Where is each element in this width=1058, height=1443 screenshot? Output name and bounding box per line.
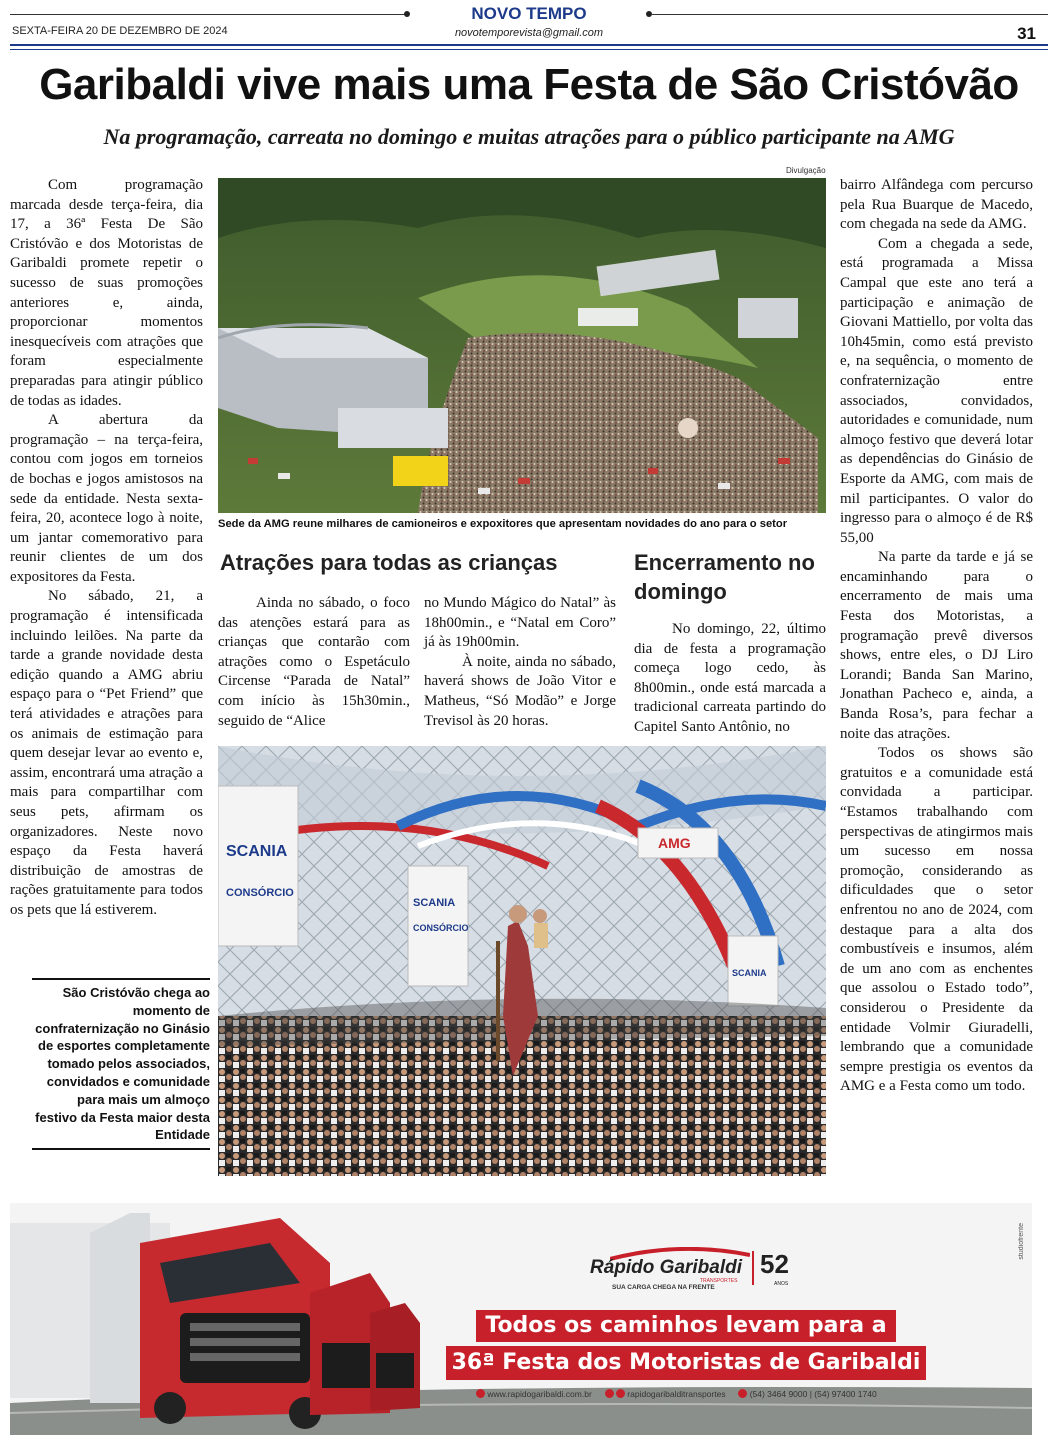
- ad-agency-credit: studiofrente: [1018, 1223, 1025, 1260]
- ad-social-handle[interactable]: rapidogaribalditransportes: [627, 1388, 726, 1399]
- web-icon: [476, 1389, 485, 1398]
- instagram-icon: [616, 1389, 625, 1398]
- ad-headline-1: Todos os caminhos levam para a: [485, 1313, 887, 1338]
- aerial-photo-illustration: [218, 178, 826, 513]
- whatsapp-icon: [738, 1389, 747, 1398]
- ad-phones[interactable]: (54) 3464 9000 | (54) 97400 1740: [749, 1388, 877, 1399]
- publication-email[interactable]: novotemporevista@gmail.com: [454, 27, 604, 39]
- page-number: 31: [1017, 24, 1036, 43]
- advertisement[interactable]: [10, 1203, 1032, 1435]
- ad-brand-name: Rápido Garibaldi: [590, 1257, 743, 1278]
- gymnasium-photo-illustration: [218, 746, 826, 1176]
- ad-anniversary-label: ANOS: [774, 1281, 789, 1287]
- facebook-icon: [605, 1389, 614, 1398]
- section-encerramento-column: [634, 620, 826, 738]
- scania-banner-right: SCANIA: [732, 968, 767, 978]
- paragraph: Ainda no sábado, o foco das atenções estará para as crianças que contarão com atrações como o Espetáculo Circense “Parada de Natal” com início às 15h30min., seguido de “Alice: [218, 595, 410, 729]
- paragraph: No domingo, 22, último dia de festa a programação começa logo cedo, às 8h00min., onde está marcada a tradicional carreata partindo do Capitel Santo Antônio, no: [634, 621, 826, 735]
- scania-banner-center: SCANIA: [413, 897, 456, 909]
- section-atracoes-column-1: [218, 594, 410, 731]
- section-title-encerramento: Encerramento no domingo: [634, 550, 815, 604]
- consorcio-banner-center: CONSÓRCIO: [413, 923, 469, 933]
- ad-contacts: [476, 1388, 936, 1402]
- paragraph: Todos os shows são gratuitos e a comunidade está convidada a participar. “Estamos trabalhando com perspectivas de atingirmos mais um sucesso em nossa promoção, considerando as dificuldades que o setor enfrentou no ano de 2024, com destaque para a alta dos combustíveis e insumos, além de um ano com as enchentes que assolou o Estado todo”, considerou o Presidente da entidade Volmir Giuradelli, lembrando que a comunidade sempre prestigia os eventos da AMG e a Festa como um todo.: [840, 745, 1033, 1095]
- ad-divider: [752, 1251, 754, 1285]
- paragraph: No sábado, 21, a programação é intensificada incluindo leilões. Na parte da tarde a grande novidade desta edição quando a AMG abriu espaço para o “Pet Friend” que terá atividades e atrações para os animais de estimação para quem desejar levar ao evento e, assim, encontrará uma atração a mais para compartilhar com seus pets, afirmam os organizadores. Neste novo espaço da Festa haverá distribuição de amostras de rações gratuitamente para todos os pets que lá estiverem.: [10, 588, 203, 918]
- paragraph: A abertura da programação – na terça-feira, contou com jogos em torneios de bochas e jogos amistosos na sede da entidade. Nesta sexta-feira, 20, acontece logo à noite, um jantar comemorativo para reunir clientes de um dos expositores da Festa.: [10, 412, 203, 585]
- ad-anniversary-number: 52: [760, 1249, 789, 1279]
- paragraph: Na parte da tarde e já se encaminhando para o encerramento de mais uma Festa dos Motoristas, a programação prevê diversos shows, entre eles, o DJ Liro Lorandi; Banda San Marino, Jonathan Pacheco e, ainda, a Banda Rosa’s, para fechar a noite das atrações.: [840, 549, 1033, 742]
- aerial-photo: [218, 178, 826, 513]
- article-subheadline: Na programação, carreata no domingo e muitas atrações para o público participante na AMG: [103, 124, 955, 149]
- consorcio-banner-left: CONSÓRCIO: [226, 887, 294, 899]
- publication-name: NOVO TEMPO: [471, 4, 587, 23]
- paragraph: no Mundo Mágico do Natal” às 18h00min., e “Natal em Coro” já às 19h00min.: [424, 595, 616, 651]
- ad-website[interactable]: www.rapidogaribaldi.com.br: [487, 1388, 592, 1399]
- article-headline: Garibaldi vive mais uma Festa de São Cristóvão: [39, 60, 1019, 109]
- photo-caption: Sede da AMG reune milhares de camioneiros e expoxitores que apresentam novidades do ano para o setor: [218, 518, 788, 530]
- paragraph: À noite, ainda no sábado, haverá shows de João Vitor e Matheus, “Só Modão” e Jorge Trevisol às 20 horas.: [424, 653, 616, 729]
- photo-side-caption: São Cristóvão chega ao momento de confraternização no Ginásio de esportes completamente tomado pelos associados, convidados e comunidade para mais um almoço festivo da Festa maior desta Entidade: [32, 978, 210, 1150]
- scania-banner-left: SCANIA: [226, 843, 288, 860]
- gymnasium-photo: [218, 746, 826, 1176]
- paragraph: bairro Alfândega com percurso pela Rua Buarque de Macedo, com chegada na sede da AMG.: [840, 177, 1033, 233]
- issue-date: SEXTA-FEIRA 20 DE DEZEMBRO DE 2024: [12, 25, 228, 37]
- amg-banner: AMG: [658, 835, 691, 851]
- header-rule-right: [652, 14, 1048, 15]
- ad-logo: [580, 1247, 780, 1297]
- article-column-1: [10, 176, 203, 921]
- ad-headline-2: 36ª Festa dos Motoristas de Garibaldi: [451, 1350, 921, 1375]
- section-atracoes-column-2: [424, 594, 616, 731]
- photo-credit: Divulgação: [786, 166, 826, 175]
- ad-tagline: SUA CARGA CHEGA NA FRENTE: [612, 1284, 715, 1291]
- paragraph: Com a chegada a sede, está programada a Missa Campal que este ano terá a participação e animação de Giovani Mattiello, por volta das 10h45min, como está previsto e, na sequência, o momento de confraternização entre associados, convidados, autoridades e comunidade, num almoço festivo que deverá lotar as dependências do Ginásio de Esporte da AMG, com mais de mil participantes. O valor do ingresso para o almoço é de R$ 55,00: [840, 235, 1033, 546]
- header-dot-left: [404, 11, 410, 17]
- article-column-4: [840, 176, 1033, 1097]
- header-rule-left: [10, 14, 406, 15]
- masthead: [0, 0, 1058, 50]
- section-title-atracoes: Atrações para todas as crianças: [220, 550, 558, 575]
- header-double-rule: [10, 44, 1048, 50]
- paragraph: Com programação marcada desde terça-feira, dia 17, a 36ª Festa De São Cristóvão e dos Motoristas de Garibaldi promete repetir o sucesso de suas promoções anteriores e, ainda, proporcionar momentos inesquecíveis com atrações que foram especialmente preparadas para atingir público de todas as idades.: [10, 177, 203, 409]
- ad-brand-sub: TRANSPORTES: [700, 1278, 738, 1284]
